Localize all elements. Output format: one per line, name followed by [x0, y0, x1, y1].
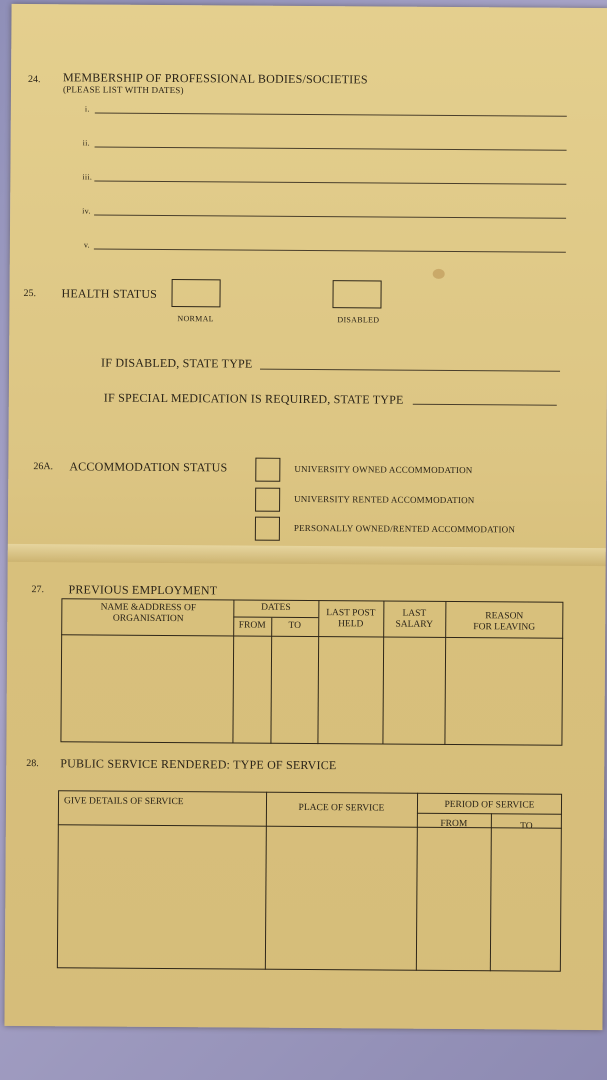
section-28-title: PUBLIC SERVICE RENDERED: TYPE OF SERVICE [60, 756, 337, 773]
accommodation-option: UNIVERSITY OWNED ACCOMMODATION [294, 463, 473, 476]
paper-fold [8, 544, 606, 566]
item-label: iv. [82, 206, 91, 216]
section-27-number: 27. [31, 584, 45, 596]
medication-line[interactable] [413, 404, 557, 406]
col-name-address [63, 602, 233, 625]
col-last-post-line1: LAST POST [326, 608, 376, 619]
membership-line-3[interactable] [94, 181, 566, 185]
membership-line-2[interactable] [95, 147, 567, 151]
col-dates-to: TO [288, 620, 302, 631]
accommodation-option: PERSONALLY OWNED/RENTED ACCOMMODATION [293, 522, 516, 535]
disabled-label: DISABLED [337, 315, 380, 325]
col-dates-from: FROM [238, 620, 266, 631]
col-dates: DATES [261, 602, 291, 613]
disabled-type-label: IF DISABLED, STATE TYPE [101, 355, 253, 371]
col-reason [445, 611, 563, 634]
public-service-table [57, 790, 562, 972]
col-reason-line1: REASON [485, 611, 524, 622]
university-rented-checkbox[interactable] [255, 488, 280, 512]
col-service-details: GIVE DETAILS OF SERVICE [63, 796, 184, 808]
membership-line-1[interactable] [95, 113, 567, 117]
section-25-title: HEALTH STATUS [61, 286, 158, 301]
item-label: iii. [82, 172, 93, 182]
section-28-number: 28. [26, 758, 39, 770]
col-last-salary-line2: SALARY [395, 619, 434, 630]
col-reason-line2: FOR LEAVING [473, 622, 536, 633]
membership-line-5[interactable] [94, 249, 566, 253]
col-period-from: FROM [440, 818, 468, 830]
item-label: i. [84, 104, 90, 114]
section-27-title: PREVIOUS EMPLOYMENT [68, 582, 218, 598]
normal-checkbox[interactable] [171, 279, 220, 307]
col-period-to: TO [520, 821, 533, 832]
stain-mark [433, 269, 445, 279]
section-24-note: (PLEASE LIST WITH DATES) [62, 84, 184, 96]
accommodation-option: UNIVERSITY RENTED ACCOMMODATION [294, 493, 475, 506]
section-24-number: 24. [28, 74, 41, 86]
personally-owned-checkbox[interactable] [255, 517, 280, 541]
col-last-post [318, 608, 383, 630]
normal-label: NORMAL [177, 314, 214, 324]
col-period-of-service: PERIOD OF SERVICE [444, 799, 535, 811]
col-place-of-service: PLACE OF SERVICE [298, 802, 385, 814]
section-26a-number: 26A. [33, 461, 54, 473]
university-owned-checkbox[interactable] [255, 458, 280, 482]
disabled-type-line[interactable] [260, 369, 560, 372]
medication-label: IF SPECIAL MEDICATION IS REQUIRED, STATE TYPE [103, 390, 404, 407]
item-label: ii. [82, 138, 90, 148]
section-25-number: 25. [23, 288, 37, 300]
section-24-title: MEMBERSHIP OF PROFESSIONAL BODIES/SOCIETIES [63, 70, 368, 87]
col-name-address-line2: ORGANISATION [112, 613, 184, 625]
membership-line-4[interactable] [94, 215, 566, 219]
item-label: v. [83, 240, 91, 250]
section-26a-title: ACCOMMODATION STATUS [69, 459, 228, 475]
form-page [4, 4, 607, 1030]
disabled-checkbox[interactable] [332, 280, 381, 308]
col-name-address-line1: NAME &ADDRESS OF [100, 602, 197, 614]
col-last-post-line2: HELD [338, 619, 364, 630]
col-last-salary [383, 609, 445, 631]
col-last-salary-line1: LAST [402, 608, 427, 619]
